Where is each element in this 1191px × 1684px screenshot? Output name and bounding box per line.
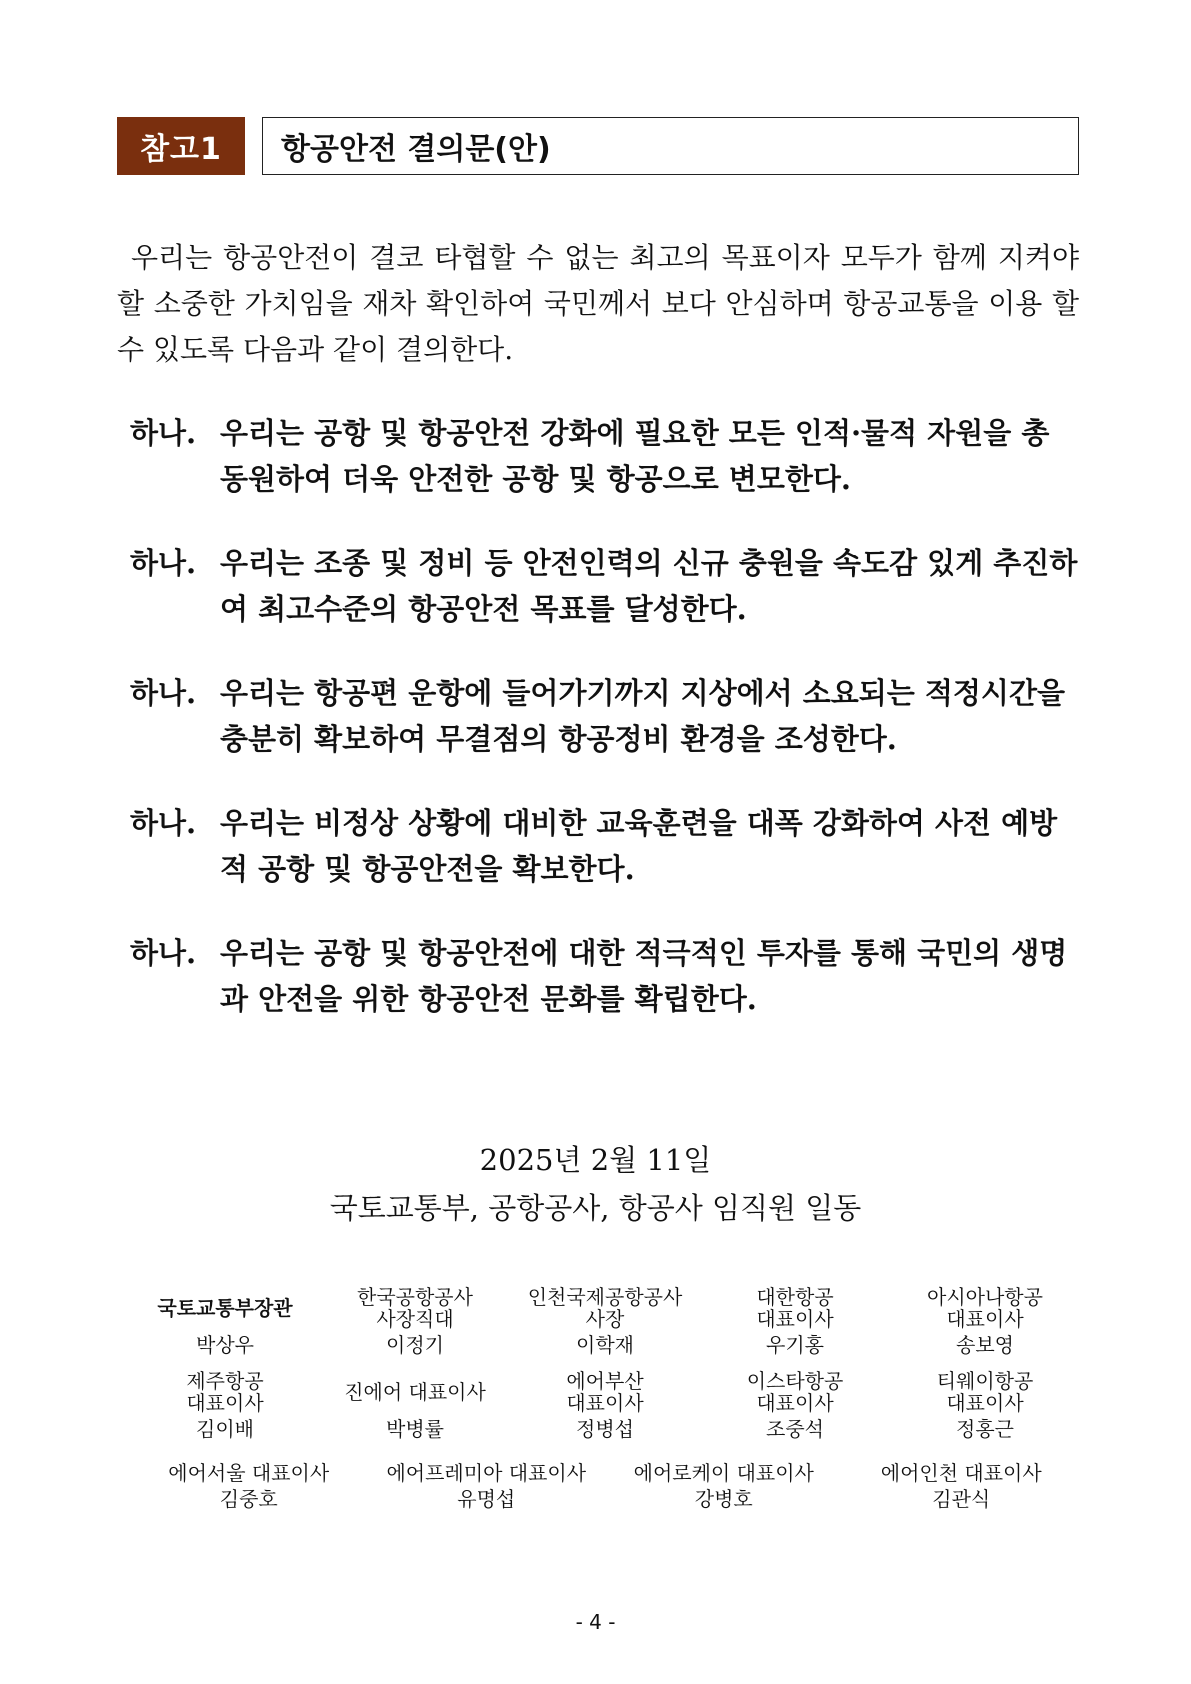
signer-title: 사장직대	[376, 1307, 454, 1331]
signer-name: 김이배	[196, 1417, 254, 1441]
signatory-line: 국토교통부, 공항공사, 항공사 임직원 일동	[329, 1191, 862, 1225]
signer-title: 이스타항공	[746, 1369, 844, 1393]
signer-name: 이학재	[576, 1333, 634, 1357]
signer-title: 대표이사	[756, 1391, 834, 1415]
signer-title: 대표이사	[946, 1391, 1024, 1415]
resolution-lead: 하나.	[130, 546, 197, 580]
signer-title: 인천국제공항공사	[527, 1285, 683, 1309]
intro-paragraph: 우리는 항공안전이 결코 타협할 수 없는 최고의 목표이자 모두가 함께 지켜야 할 소중한 가치임을 재차 확인하여 국민께서 보다 안심하며 항공교통을 이용 할 수 있도록 다음과 같이 결의한다.	[117, 241, 1079, 366]
signer-title: 에어서울 대표이사	[168, 1461, 330, 1485]
signer-title: 대표이사	[756, 1307, 834, 1331]
signer	[843, 1462, 1081, 1510]
resolution-lead: 하나.	[130, 936, 197, 970]
signers-bottom-row	[130, 1462, 1080, 1510]
signer-title: 진에어 대표이사	[344, 1380, 486, 1404]
signer	[130, 1370, 320, 1440]
signer-name: 이정기	[386, 1333, 444, 1357]
signer-title: 에어로케이 대표이사	[633, 1461, 814, 1485]
resolution-text: 우리는 항공편 운항에 들어가기까지 지상에서 소요되는 적정시간을 충분히 확보하여 무결점의 항공정비 환경을 조성한다.	[220, 676, 1065, 756]
signer-name: 조중석	[766, 1417, 824, 1441]
signer-name: 김관식	[932, 1487, 991, 1511]
signer-title: 대한항공	[756, 1285, 834, 1309]
signer	[130, 1462, 368, 1510]
resolution-text: 우리는 조종 및 정비 등 안전인력의 신규 충원을 속도감 있게 추진하여 최고수준의 항공안전 목표를 달성한다.	[220, 546, 1078, 626]
resolution-text: 우리는 공항 및 항공안전 강화에 필요한 모든 인적·물적 자원을 총 동원하여 더욱 안전한 공항 및 항공으로 변모한다.	[220, 416, 1050, 496]
signer	[605, 1462, 843, 1510]
signer	[130, 1286, 320, 1356]
signer-title: 대표이사	[566, 1391, 644, 1415]
resolution-text: 우리는 비정상 상황에 대비한 교육훈련을 대폭 강화하여 사전 예방적 공항 및 항공안전을 확보한다.	[220, 806, 1058, 886]
document-title-text: 항공안전 결의문(안)	[281, 132, 551, 167]
resolution-text: 우리는 공항 및 항공안전에 대한 적극적인 투자를 통해 국민의 생명과 안전을 위한 항공안전 문화를 확립한다.	[220, 936, 1068, 1016]
resolution-item	[130, 670, 1080, 762]
signer-title: 아시아나항공	[927, 1285, 1043, 1309]
resolution-item	[130, 930, 1080, 1022]
resolution-lead: 하나.	[130, 416, 197, 450]
signer-title: 에어프레미아 대표이사	[386, 1461, 587, 1485]
signer	[890, 1286, 1080, 1356]
resolution-item	[130, 410, 1080, 502]
signer	[890, 1370, 1080, 1440]
resolution-date: 2025년 2월 11일	[479, 1143, 712, 1177]
signer-title: 국토교통부장관	[157, 1296, 293, 1320]
signer-name: 박병률	[386, 1417, 444, 1441]
signers-grid	[130, 1286, 1080, 1440]
signer	[320, 1370, 510, 1440]
signer-name: 유명섭	[457, 1487, 516, 1511]
page-number: - 4 -	[575, 1610, 616, 1634]
signer-title: 에어인천 대표이사	[880, 1461, 1042, 1485]
signer-title: 대표이사	[186, 1391, 264, 1415]
signer-name: 김중호	[219, 1487, 278, 1511]
signer	[320, 1286, 510, 1356]
signer-name: 박상우	[196, 1333, 254, 1357]
signer-title: 티웨이항공	[936, 1369, 1034, 1393]
signer-title: 사장	[585, 1307, 625, 1331]
signer-name: 정병섭	[576, 1417, 634, 1441]
signer-name: 송보영	[956, 1333, 1014, 1357]
resolution-lead: 하나.	[130, 806, 197, 840]
signer	[700, 1370, 890, 1440]
document-title	[262, 117, 1079, 175]
signer	[700, 1286, 890, 1356]
signer-name: 강병호	[694, 1487, 753, 1511]
signer	[368, 1462, 606, 1510]
signer	[510, 1286, 700, 1356]
reference-badge: 참고1	[117, 117, 245, 175]
signer-title: 한국공항공사	[357, 1285, 473, 1309]
signer-title: 제주항공	[186, 1369, 264, 1393]
resolution-item	[130, 800, 1080, 892]
signer-name: 정홍근	[956, 1417, 1014, 1441]
signer-title: 대표이사	[946, 1307, 1024, 1331]
resolution-item	[130, 540, 1080, 632]
signer-title: 에어부산	[566, 1369, 644, 1393]
signer-name: 우기홍	[766, 1333, 824, 1357]
resolution-lead: 하나.	[130, 676, 197, 710]
signer	[510, 1370, 700, 1440]
